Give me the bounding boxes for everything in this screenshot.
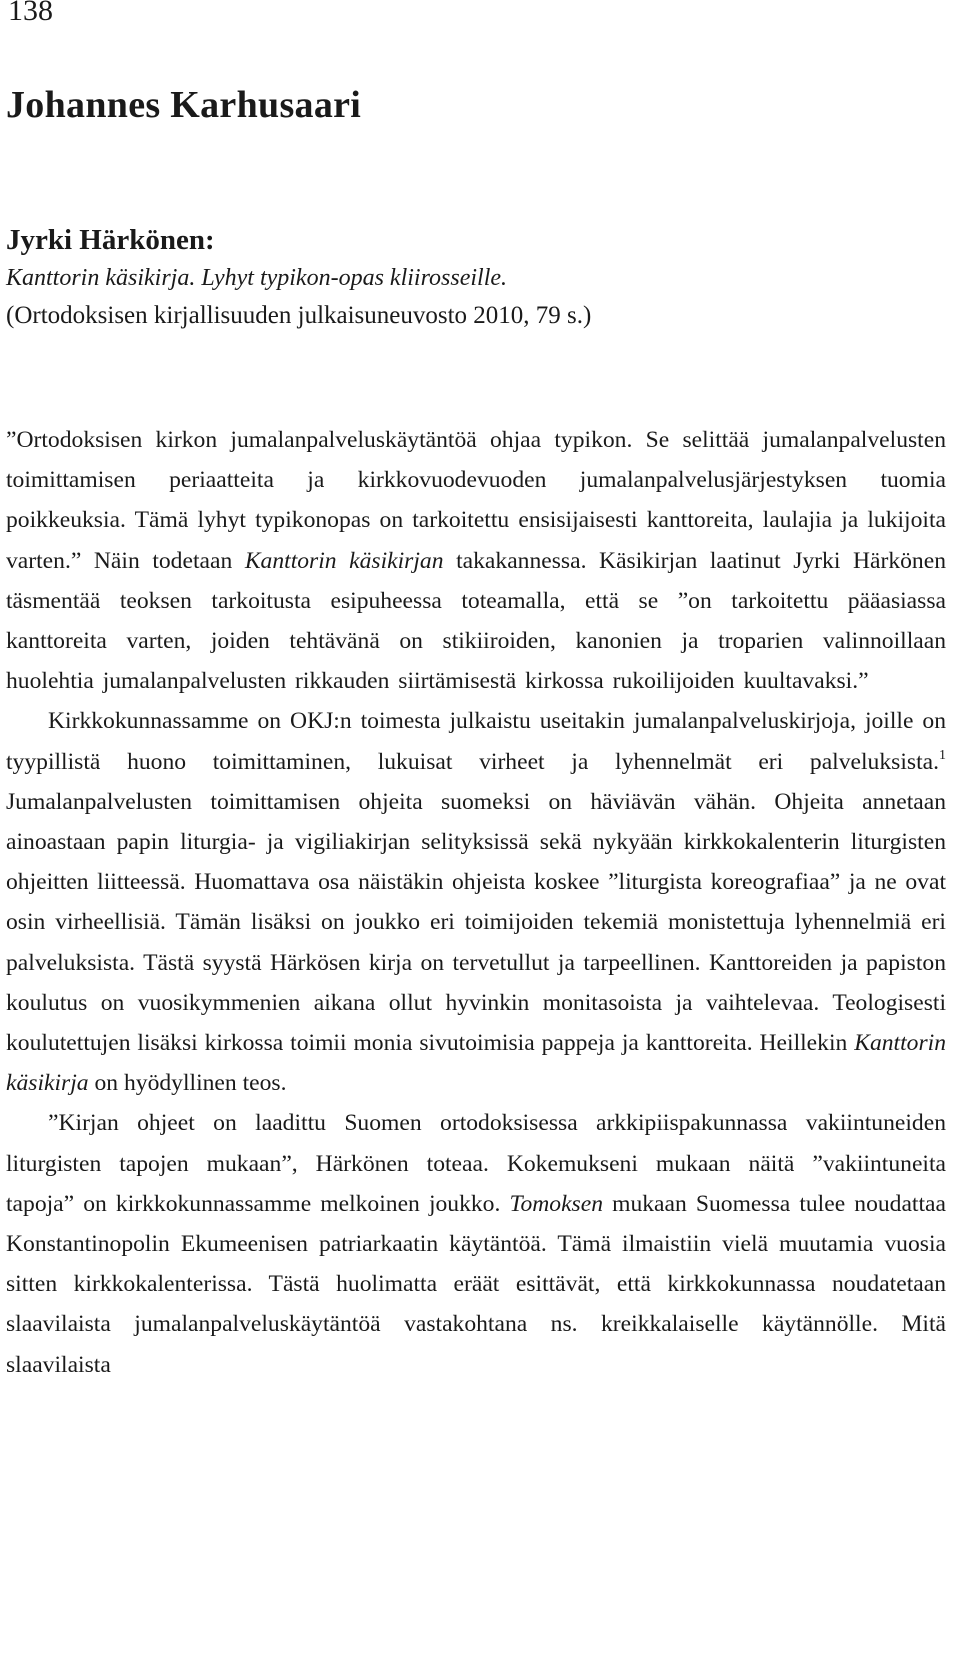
publication-info: (Ortodoksisen kirjallisuuden julkaisuneuvosto 2010, 79 s.) [6, 302, 592, 329]
reviewed-book-title: Kanttorin käsikirja. Lyhyt typikon-opas kliirosseille. [6, 265, 508, 291]
reviewed-book-author: Jyrki Härkönen: [6, 224, 215, 256]
article-author: Johannes Karhusaari [6, 84, 362, 126]
footnote-marker: 1 [939, 747, 946, 763]
paragraph-text: mukaan Suomessa tulee noudattaa Konstantinopolin Ekumeenisen patriarkaatin käytäntöä. Tämä ilmaistiin vielä muutamia vuosia sitten kirkkokalenterissa. Tästä huolimatta eräät esittävät, että kirkkokunnassa noudatetaan slaavilaista jumalanpalveluskäytäntöä vastakohtana ns. kreikkalaiselle käytännölle. Mitä slaavilaista [6, 1190, 946, 1378]
book-title-italic: Kanttorin käsikirjan [244, 547, 444, 574]
paragraph-text: takakannessa. Käsikirjan laatinut Jyrki Härkönen täsmentää teoksen tarkoitusta esipuheessa toteamalla, että se ”on tarkoitettu pääasiassa kanttoreita varten, joiden tehtävänä on stikiiroiden, kanonien ja troparien valinnoillaan huolehtia jumalanpalvelusten rikkauden siirtämisestä kirkossa rukoilijoiden kuultavaksi.” [6, 547, 946, 695]
paragraph-text: on hyödyllinen teos. [88, 1070, 287, 1097]
paragraph-text: ”Kirjan ohjeet on laadittu Suomen ortodoksisessa arkkipiispakunnassa vakiintuneiden liturgisten tapojen mukaan”, Härkönen toteaa. Kokemukseni mukaan näitä ”vakiintuneita tapoja” on kirkkokunnassamme melkoinen joukko. [6, 1110, 946, 1217]
page-number: 138 [8, 0, 53, 27]
italic-term: Tomoksen [509, 1190, 603, 1217]
paragraph-text: Jumalanpalvelusten toimittamisen ohjeita suomeksi on häviävän vähän. Ohjeita annetaan ainoastaan papin liturgia- ja vigiliakirjan selityksissä sekä nykyään kirkkokalenterin liturgisten ohjeitten liitteessä. Huomattava osa näistäkin ohjeista koskee ”liturgista koreografiaa” ja ne ovat osin virheellisiä. Tämän lisäksi on joukko eri toimijoiden tekemiä monistettuja lyhennelmiä eri palveluksista. Tästä syystä Härkösen kirja on tervetullut ja tarpeellinen. Kanttoreiden ja papiston koulutus on vuosikymmenien aikana ollut hyvinkin monitasoista ja vaihtelevaa. Teologisesti koulutettujen lisäksi kirkossa toimii monia sivutoimisia pappeja ja kanttoreita. Heillekin [6, 788, 946, 1057]
review-body [6, 420, 946, 1385]
paragraph [6, 1103, 946, 1384]
paragraph-text: ”Ortodoksisen kirkon jumalanpalveluskäytäntöä ohjaa typikon. Se selittää jumalanpalvelusten toimittamisen periaatteita ja kirkkovuodevuoden jumalanpalvelusjärjestyksen tuomia poikkeuksia. Tämä lyhyt typikonopas on tarkoitettu ensisijaisesti kanttoreita, laulajia ja lukijoita varten.” Näin todetaan [6, 427, 946, 574]
book-title-italic: Kanttorin käsikirja [6, 1030, 946, 1097]
paragraph [6, 701, 946, 1103]
review-header [6, 220, 946, 336]
paragraph [6, 420, 946, 701]
paragraph-text: Kirkkokunnassamme on OKJ:n toimesta julkaistu useitakin jumalanpalveluskirjoja, joille on tyypillistä huono toimittaminen, lukuisat virheet ja lyhennelmät eri palveluksista. [6, 708, 946, 775]
